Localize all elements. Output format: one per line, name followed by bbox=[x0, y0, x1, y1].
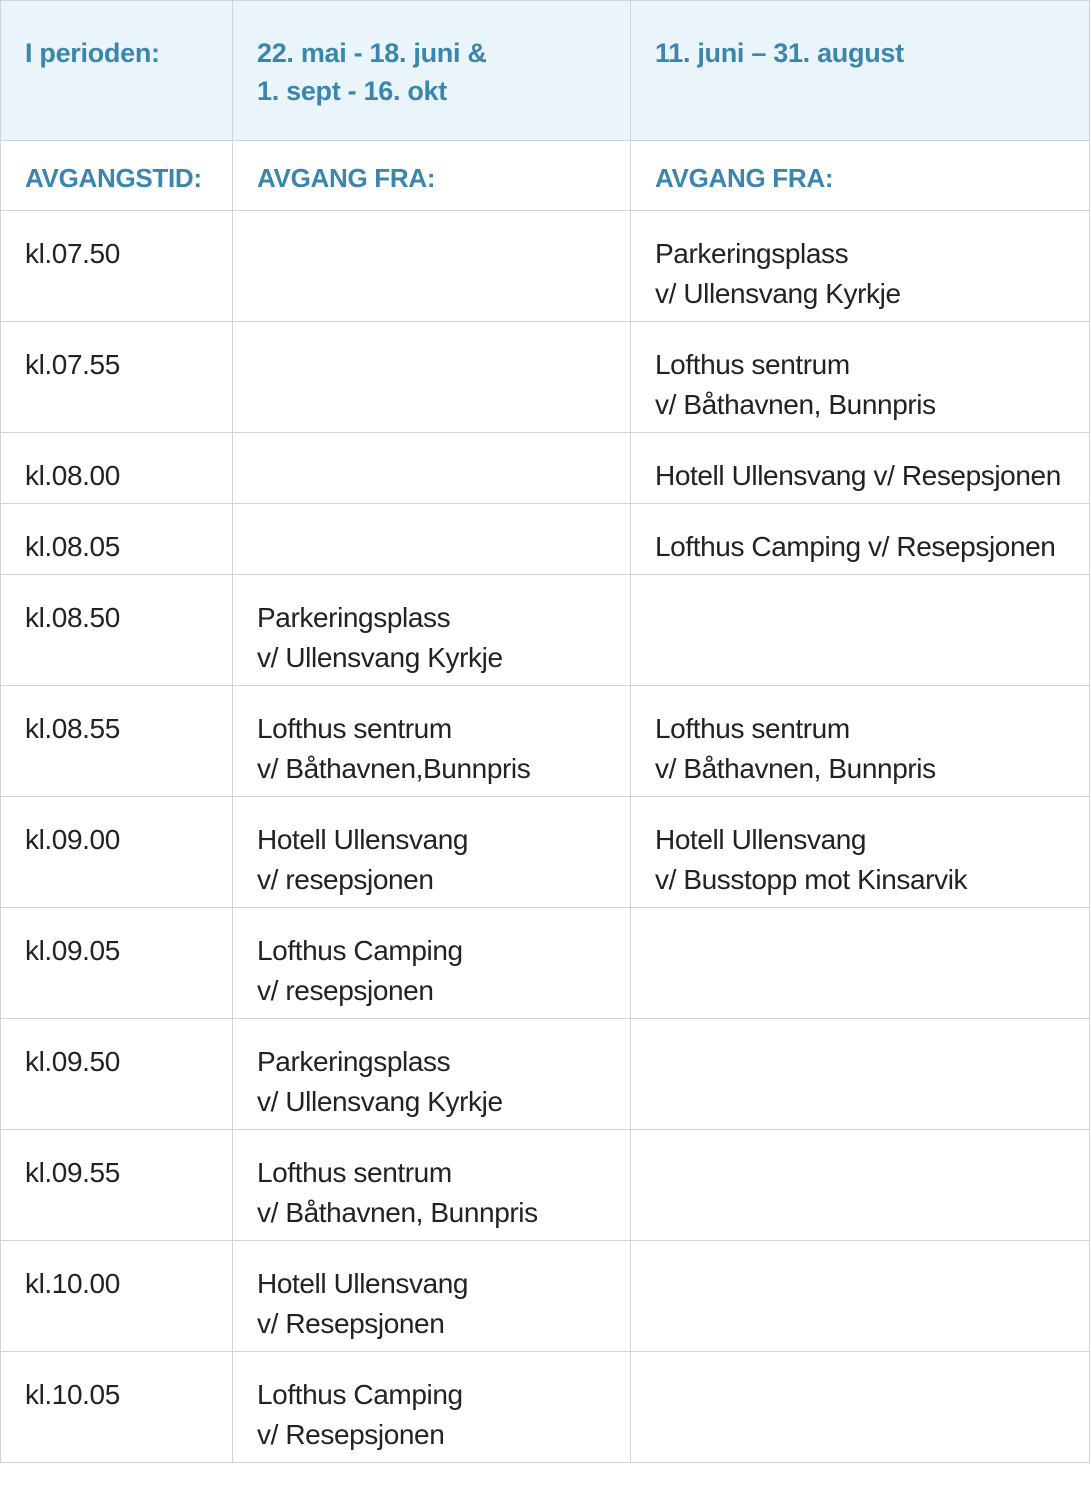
departure-from-period-a bbox=[257, 1264, 630, 1344]
departure-from-period-a-cell bbox=[233, 1130, 631, 1241]
departure-from-period-a-line: v/ Båthavnen,Bunnpris bbox=[257, 753, 531, 784]
schedule-row bbox=[1, 1019, 1090, 1130]
departure-from-period-b-line: Lofthus sentrum bbox=[655, 713, 850, 744]
departure-from-period-b-cell bbox=[631, 575, 1090, 686]
departure-from-period-a-line: v/ resepsjonen bbox=[257, 975, 434, 1006]
from-a-header: AVGANG FRA: bbox=[257, 163, 436, 193]
departure-from-period-b-line: Hotell Ullensvang v/ Resepsjonen bbox=[655, 460, 1061, 491]
from-a-header-cell bbox=[233, 141, 631, 211]
departure-from-period-a-line: Lofthus sentrum bbox=[257, 1157, 452, 1188]
departure-from-period-a bbox=[257, 820, 630, 900]
period-label-cell bbox=[1, 1, 233, 141]
schedule-row bbox=[1, 1352, 1090, 1463]
departure-time: kl.09.05 bbox=[25, 935, 120, 966]
departure-time-cell bbox=[1, 211, 233, 322]
departure-from-period-b-cell bbox=[631, 433, 1090, 504]
departure-time: kl.10.00 bbox=[25, 1268, 120, 1299]
departure-time-cell bbox=[1, 1130, 233, 1241]
departure-from-period-b-cell bbox=[631, 797, 1090, 908]
departure-time: kl.09.00 bbox=[25, 824, 120, 855]
departure-from-period-a-line: Parkeringsplass bbox=[257, 1046, 451, 1077]
departure-time: kl.08.00 bbox=[25, 460, 120, 491]
departure-time-cell bbox=[1, 322, 233, 433]
departure-from-period-a-line: v/ Resepsjonen bbox=[257, 1308, 445, 1339]
departure-from-period-a bbox=[257, 1153, 630, 1233]
schedule-row bbox=[1, 322, 1090, 433]
departure-from-period-a-line: Lofthus Camping bbox=[257, 1379, 463, 1410]
departure-from-period-b-line: v/ Busstopp mot Kinsarvik bbox=[655, 864, 968, 895]
schedule-row bbox=[1, 686, 1090, 797]
departure-from-period-b bbox=[655, 234, 1089, 314]
departure-from-period-a-line: v/ Båthavnen, Bunnpris bbox=[257, 1197, 538, 1228]
departure-from-period-b-cell bbox=[631, 211, 1090, 322]
departure-from-period-b-line: Parkeringsplass bbox=[655, 238, 849, 269]
departure-time: kl.07.55 bbox=[25, 349, 120, 380]
departure-from-period-b-cell bbox=[631, 504, 1090, 575]
departure-from-period-b-cell bbox=[631, 686, 1090, 797]
schedule-row bbox=[1, 575, 1090, 686]
departure-from-period-a-line: Lofthus sentrum bbox=[257, 713, 452, 744]
departure-from-period-b-line: Lofthus Camping v/ Resepsjonen bbox=[655, 531, 1056, 562]
departure-from-period-a-cell bbox=[233, 211, 631, 322]
departure-from-period-a-cell bbox=[233, 575, 631, 686]
departure-from-period-b-line: Lofthus sentrum bbox=[655, 349, 850, 380]
period-a-cell bbox=[233, 1, 631, 141]
departure-from-period-a-cell bbox=[233, 1352, 631, 1463]
period-a-line: 22. mai - 18. juni & bbox=[257, 38, 487, 68]
departure-from-period-b-cell bbox=[631, 1352, 1090, 1463]
departure-from-period-a bbox=[257, 1042, 630, 1122]
period-label: I perioden: bbox=[25, 38, 160, 68]
departure-from-period-b bbox=[655, 820, 1089, 900]
schedule-row bbox=[1, 908, 1090, 1019]
departure-time-cell bbox=[1, 686, 233, 797]
departure-from-period-a-line: v/ Ullensvang Kyrkje bbox=[257, 1086, 503, 1117]
departure-from-period-a-cell bbox=[233, 1241, 631, 1352]
departure-time-cell bbox=[1, 504, 233, 575]
departure-from-period-b-line: Hotell Ullensvang bbox=[655, 824, 867, 855]
period-row bbox=[1, 1, 1090, 141]
departure-from-period-b-cell bbox=[631, 322, 1090, 433]
departure-from-period-b-cell bbox=[631, 1241, 1090, 1352]
departure-from-period-a-line: v/ Resepsjonen bbox=[257, 1419, 445, 1450]
departure-from-period-a-cell bbox=[233, 1019, 631, 1130]
departure-from-period-a-line: Parkeringsplass bbox=[257, 602, 451, 633]
departure-from-period-b bbox=[655, 709, 1089, 789]
time-header-cell bbox=[1, 141, 233, 211]
departure-time: kl.08.50 bbox=[25, 602, 120, 633]
departure-from-period-b bbox=[655, 456, 1089, 496]
departure-from-period-b-cell bbox=[631, 908, 1090, 1019]
period-a-line: 1. sept - 16. okt bbox=[257, 76, 447, 106]
departure-time-cell bbox=[1, 433, 233, 504]
departure-time-cell bbox=[1, 908, 233, 1019]
period-b-line: 11. juni – 31. august bbox=[655, 38, 904, 68]
departure-from-period-b-cell bbox=[631, 1019, 1090, 1130]
departure-time: kl.09.50 bbox=[25, 1046, 120, 1077]
schedule-row bbox=[1, 504, 1090, 575]
departure-from-period-a-line: v/ Ullensvang Kyrkje bbox=[257, 642, 503, 673]
column-header-row bbox=[1, 141, 1090, 211]
departure-time: kl.08.55 bbox=[25, 713, 120, 744]
departure-time: kl.09.55 bbox=[25, 1157, 120, 1188]
departure-from-period-a-cell bbox=[233, 908, 631, 1019]
departure-from-period-b-line: v/ Båthavnen, Bunnpris bbox=[655, 753, 936, 784]
departure-from-period-a-line: Lofthus Camping bbox=[257, 935, 463, 966]
period-b-cell bbox=[631, 1, 1090, 141]
departure-from-period-a-cell bbox=[233, 686, 631, 797]
departure-from-period-a-line: Hotell Ullensvang bbox=[257, 1268, 469, 1299]
departure-from-period-a bbox=[257, 931, 630, 1011]
departure-from-period-b-line: v/ Båthavnen, Bunnpris bbox=[655, 389, 936, 420]
period-b-label bbox=[655, 34, 1089, 72]
departure-from-period-b-line: v/ Ullensvang Kyrkje bbox=[655, 278, 901, 309]
departure-from-period-a-cell bbox=[233, 433, 631, 504]
period-a-label bbox=[257, 34, 630, 110]
schedule-row bbox=[1, 1130, 1090, 1241]
departure-from-period-b-cell bbox=[631, 1130, 1090, 1241]
departure-from-period-a bbox=[257, 598, 630, 678]
schedule-row bbox=[1, 211, 1090, 322]
departure-time-cell bbox=[1, 1352, 233, 1463]
departure-from-period-a bbox=[257, 1375, 630, 1455]
departure-time-cell bbox=[1, 1241, 233, 1352]
schedule-row bbox=[1, 797, 1090, 908]
departure-from-period-a-cell bbox=[233, 322, 631, 433]
departure-from-period-a-cell bbox=[233, 504, 631, 575]
departure-time-cell bbox=[1, 575, 233, 686]
time-header: AVGANGSTID: bbox=[25, 163, 202, 193]
departure-from-period-a-line: Hotell Ullensvang bbox=[257, 824, 469, 855]
departure-from-period-b bbox=[655, 345, 1089, 425]
from-b-header-cell bbox=[631, 141, 1090, 211]
departure-from-period-b bbox=[655, 527, 1089, 567]
from-b-header: AVGANG FRA: bbox=[655, 163, 834, 193]
departure-time: kl.08.05 bbox=[25, 531, 120, 562]
departure-from-period-a bbox=[257, 709, 630, 789]
schedule-row bbox=[1, 1241, 1090, 1352]
departure-from-period-a-cell bbox=[233, 797, 631, 908]
departure-time: kl.10.05 bbox=[25, 1379, 120, 1410]
departure-from-period-a-line: v/ resepsjonen bbox=[257, 864, 434, 895]
departure-time: kl.07.50 bbox=[25, 238, 120, 269]
schedule-row bbox=[1, 433, 1090, 504]
departure-time-cell bbox=[1, 797, 233, 908]
departure-time-cell bbox=[1, 1019, 233, 1130]
